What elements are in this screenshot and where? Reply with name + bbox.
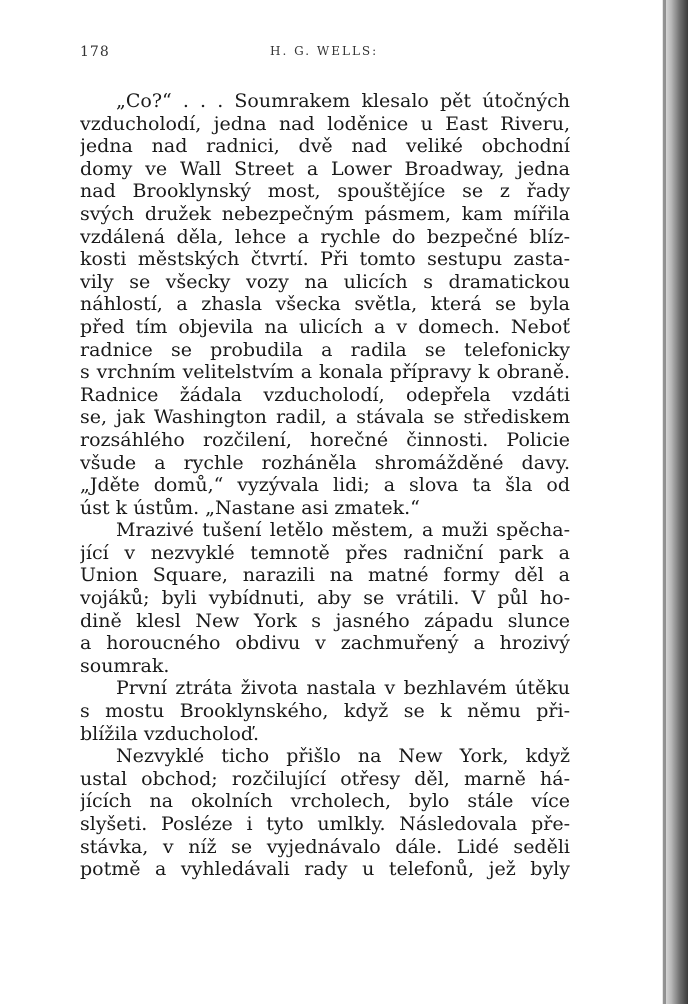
text-line: blížila vzducholoď. <box>80 722 260 745</box>
text-body <box>80 90 570 881</box>
text-line: „Co?“ . . . Soumrakem klesalo pět útočných <box>116 90 570 112</box>
running-head <box>80 44 580 66</box>
text-line: potmě a vyhledávali rady u telefonů, jež byly <box>80 858 570 881</box>
text-line: jedna nad radnici, dvě nad veliké obchodní <box>80 135 570 158</box>
text-line: nad Brooklynský most, spouštějíce se z řady <box>80 180 570 203</box>
text-line: slyšeti. Posléze i tyto umlkly. Následovala pře- <box>80 813 570 835</box>
text-line: kosti městských čtvrtí. Při tomto sestupu zasta- <box>80 248 570 271</box>
text-line: jících na okolních vrcholech, bylo stále více <box>80 790 570 813</box>
text-line: První ztráta života nastala v bezhlavém útěku <box>116 677 570 700</box>
text-line: se, jak Washington radil, a stávala se střediskem <box>80 406 570 429</box>
text-line: vojáků; byli vybídnuti, aby se vrátili. V půl ho- <box>80 587 570 610</box>
text-line: úst k ústům. „Nastane asi zmatek.“ <box>80 496 420 519</box>
text-line: Nezvyklé ticho přišlo na New York, když <box>116 745 570 768</box>
text-line: všude a rychle rozháněla shromážděné davy. <box>80 451 570 474</box>
text-line: rozsáhlého rozčilení, horečné činnosti. Policie <box>80 428 570 451</box>
text-line: Mrazivé tušení letělo městem, a muži spěcha- <box>116 519 570 542</box>
text-line: s vrchním velitelstvím a konala přípravy k obraně. <box>80 361 570 384</box>
text-line: dině klesl New York s jasného západu slunce <box>80 609 570 632</box>
page-edge <box>663 0 666 1004</box>
text-line: ustal obchod; rozčilující otřesy děl, marně há- <box>80 767 570 790</box>
text-line: stávka, v níž se vyjednávalo dále. Lidé seděli <box>80 835 570 858</box>
text-line: Union Square, narazili na matné formy děl a <box>80 564 570 587</box>
text-line: a horoucného obdivu v zachmuřený a hrozivý <box>80 632 570 655</box>
text-line: radnice se probudila a radila se telefonicky <box>80 338 570 361</box>
text-line: před tím objevila na ulicích a v domech. Neboť <box>80 315 570 338</box>
text-line: „Jděte domů,“ vyzývala lidi; a slova ta šla od <box>80 474 570 497</box>
text-line: Radnice žádala vzducholodí, odepřela vzdáti <box>80 383 570 406</box>
running-title: H. G. WELLS: <box>270 44 379 58</box>
text-line: svých družek nebezpečným pásmem, kam mířila <box>80 202 570 225</box>
text-line: soumrak. <box>80 654 170 677</box>
text-line: náhlostí, a zhasla všecka světla, která se byla <box>80 293 570 316</box>
text-line: vily se všecky vozy na ulicích s dramatickou <box>80 270 570 293</box>
text-line: s mostu Brooklynského, když se k němu při- <box>80 700 570 723</box>
text-line: vzdálená děla, lehce a rychle do bezpečné blíz- <box>80 225 570 248</box>
text-line: jící v nezvyklé temnotě přes radniční park a <box>80 541 570 564</box>
text-line: domy ve Wall Street a Lower Broadway, jedna <box>80 157 570 180</box>
text-line: vzducholodí, jedna nad loděnice u East Riveru, <box>80 112 570 135</box>
page-number: 178 <box>80 44 110 60</box>
